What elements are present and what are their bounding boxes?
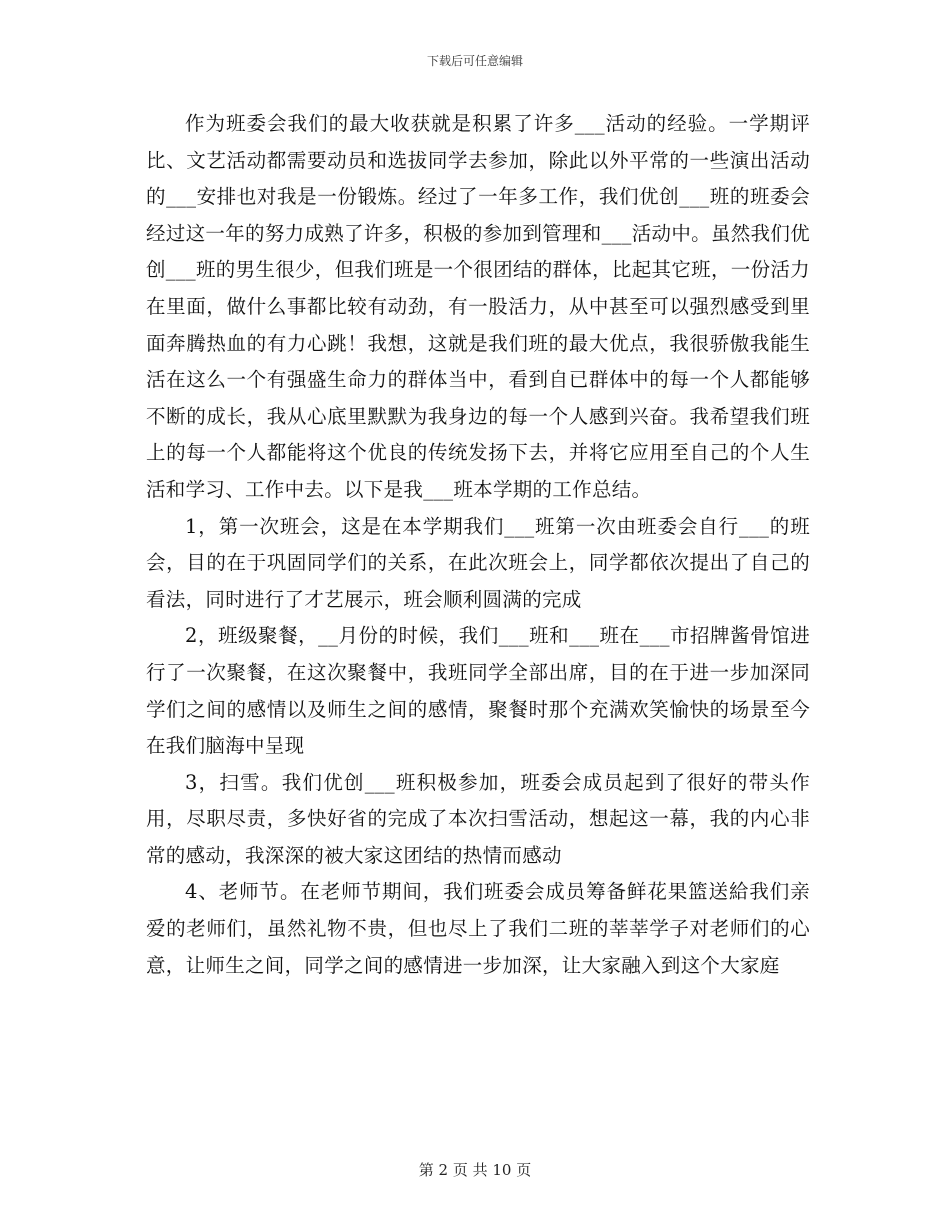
paragraph-intro: 作为班委会我们的最大收获就是积累了许多___活动的经验。一学期评比、文艺活动都需要动员和选拔同学去参加，除此以外平常的一些演出活动的___安排也对我是一份锻炼。经过了一年多工作，我们优创___班的班委会经过这一年的努力成熟了许多，积极的参加到管理和___活动中。虽然我们优创___班的男生很少，但我们班是一个很团结的群体，比起其它班，一份活力在里面，做什么事都比较有动劲，有一股活力，从中甚至可以强烈感受到里面奔腾热血的有力心跳！我想，这就是我们班的最大优点，我很骄傲我能生活在这么一个有强盛生命力的群体当中，看到自已群体中的每一个人都能够不断的成长，我从心底里默默为我身边的每一个人感到兴奋。我希望我们班上的每一个人都能将这个优良的传统发扬下去，并将它应用至自己的个人生活和学习、工作中去。以下是我___班本学期的工作总结。 [146,112,810,501]
paragraph-item-4: 4、老师节。在老师节期间，我们班委会成员筹备鲜花果篮送給我们亲爱的老师们，虽然礼物不贵，但也尽上了我们二班的莘莘学子对老师们的心意，让师生之间，同学之间的感情进一步加深，让大家融入到这个大家庭 [146,880,810,977]
document-body [146,106,810,984]
paragraph-item-1: 1，第一次班会，这是在本学期我们___班第一次由班委会自行___的班会，目的在于巩固同学们的关系，在此次班会上，同学都依次提出了自己的看法，同时进行了才艺展示，班会顺利圆满的完成 [146,514,810,611]
page-header-note: 下载后可任意编辑 [426,54,523,68]
paragraph-item-3: 3，扫雪。我们优创___班积极参加，班委会成员起到了很好的带头作用，尽职尽责，多快好省的完成了本次扫雪活动，想起这一幕，我的内心非常的感动，我深深的被大家这团结的热情而感动 [146,770,810,867]
paragraph-item-2: 2，班级聚餐，__月份的时候，我们___班和___班在___市招牌酱骨馆进行了一次聚餐，在这次聚餐中，我班同学全部出席，目的在于进一步加深同学们之间的感情以及师生之间的感情，聚餐时那个充满欢笑愉快的场景至今在我们脑海中呈现 [146,624,810,758]
page-number: 第 2 页 共 10 页 [418,1161,532,1179]
